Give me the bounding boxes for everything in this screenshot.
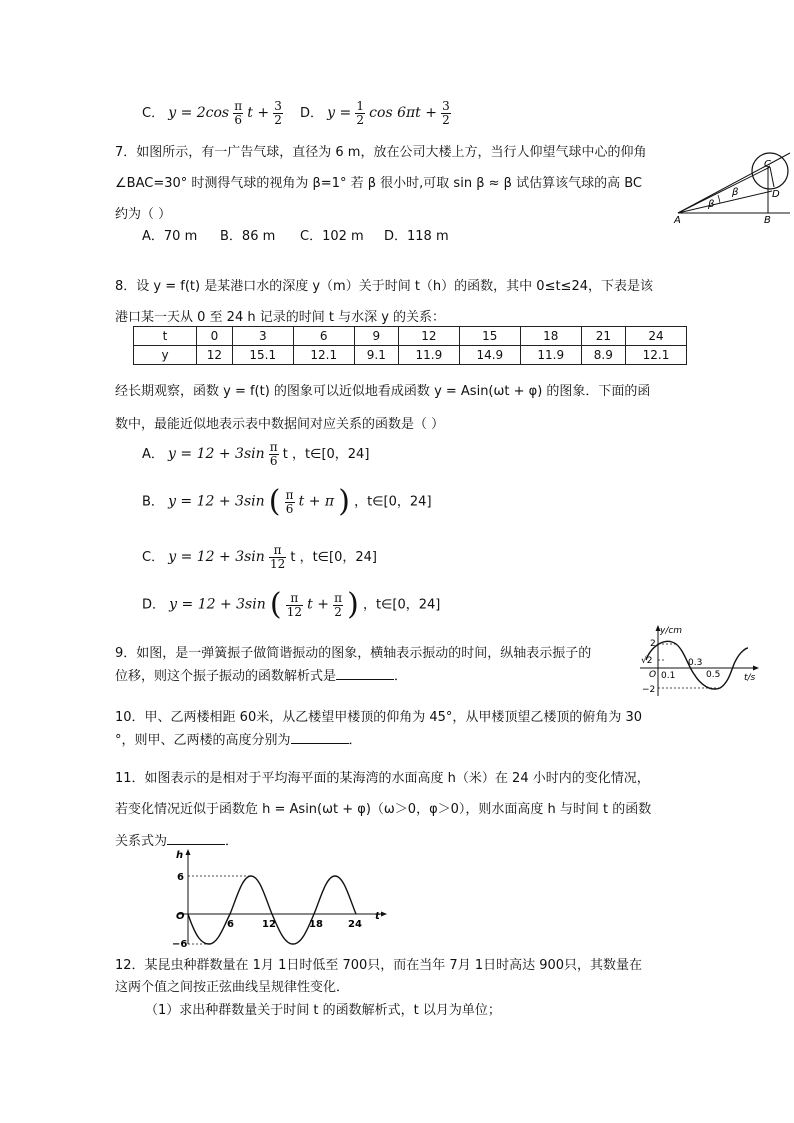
q9-line-2 xyxy=(115,665,407,684)
fraction xyxy=(273,100,283,127)
label-two: 2 xyxy=(650,639,656,649)
fraction-den: 6 xyxy=(269,454,278,468)
q12-line-2: 这两个值之间按正弦曲线呈规律性变化． xyxy=(115,980,350,995)
sight-line-center xyxy=(678,167,770,213)
q8-option-b xyxy=(142,484,432,519)
q7-option-c: C．102 m xyxy=(300,229,364,244)
fraction xyxy=(233,100,243,127)
fraction-den: 2 xyxy=(334,604,342,619)
table-cell: 6 xyxy=(293,327,354,346)
q8-line-3: 经长期观察，函数 y = f(t) 的图象可以近似地看成函数 y = Asin(ωt + φ) 的图象．下面的函 xyxy=(115,384,651,399)
fraction-den: 2 xyxy=(356,113,365,127)
formula-part: t + xyxy=(307,596,329,613)
paren-left: ( xyxy=(268,484,281,519)
formula-part: y = 12 + 3sin xyxy=(168,549,265,565)
option-label: A． xyxy=(142,447,164,462)
table-cell: 12.1 xyxy=(293,346,354,365)
table-cell: 21 xyxy=(581,327,625,346)
fraction-num: 3 xyxy=(442,99,450,113)
q7-line-3: 约为（ ） xyxy=(115,207,172,222)
label-b: B xyxy=(764,215,771,226)
q7-line-1: 7．如图所示，有一广告气球，直径为 6 m，放在公司大楼上方，当行人仰望气球中心的仰角 xyxy=(115,145,647,160)
fraction xyxy=(333,592,343,619)
table-cell: 9.1 xyxy=(354,346,398,365)
formula-part: t ，t∈[0，24] xyxy=(282,447,370,462)
q11-tide-graph xyxy=(168,846,390,950)
formula-part: y = 2cos xyxy=(168,105,230,121)
paren-right: ) xyxy=(347,587,359,622)
label-d: D xyxy=(772,189,780,200)
label-x18: 18 xyxy=(309,919,323,930)
fraction-den: 12 xyxy=(269,557,286,571)
table-cell: 0 xyxy=(197,327,233,346)
fraction-num: π xyxy=(269,440,278,454)
paren-left: ( xyxy=(269,587,282,622)
formula-part: t ，t∈[0，24] xyxy=(290,550,377,565)
fraction-den: 12 xyxy=(286,604,303,619)
q10-line-2 xyxy=(115,729,362,748)
q9-line-1: 9．如图，是一弹簧振子做简谐振动的图象，横轴表示振动的时间，纵轴表示振子的 xyxy=(115,646,592,661)
q7-option-d: D．118 m xyxy=(384,229,449,244)
fraction-num: π xyxy=(286,592,303,606)
fraction xyxy=(286,592,303,619)
label-x12: 12 xyxy=(262,919,276,930)
q11-line-3-end: ． xyxy=(225,834,239,849)
table-cell: 12.1 xyxy=(625,346,686,365)
label-y-unit: y/cm xyxy=(660,626,683,636)
fraction xyxy=(269,544,286,571)
option-label: C． xyxy=(142,550,165,565)
label-x6: 6 xyxy=(227,919,234,930)
label-t: t xyxy=(375,911,380,922)
table-cell: 9 xyxy=(354,327,398,346)
q6-option-c xyxy=(142,100,283,127)
table-row xyxy=(134,346,687,365)
tangent-lower xyxy=(678,191,772,213)
label-sqrt2: √2 xyxy=(641,656,653,666)
table-cell: t xyxy=(134,327,197,346)
q8-line-1: 8．设 y = f(t) 是某港口水的深度 y（m）关于时间 t（h）的函数，其中 0≤t≤24，下表是该 xyxy=(115,279,653,294)
q8-option-d xyxy=(142,587,441,622)
table-cell: 15.1 xyxy=(232,346,293,365)
q7-option-b: B．86 m xyxy=(220,229,276,244)
label-t05: 0.5 xyxy=(706,670,721,680)
radius-line xyxy=(770,167,774,187)
option-label: B． xyxy=(142,494,164,510)
label-t01: 0.1 xyxy=(661,671,676,681)
table-cell: 3 xyxy=(232,327,293,346)
label-x-unit: t/s xyxy=(744,673,756,683)
tide-curve xyxy=(188,876,356,944)
formula-part: ，t∈[0，24] xyxy=(354,494,432,510)
x-axis-arrow xyxy=(381,912,387,917)
q10-line-2-end: ． xyxy=(348,733,362,748)
fraction xyxy=(355,100,365,127)
q8-option-c xyxy=(142,544,377,571)
table-cell: 12 xyxy=(398,327,459,346)
table-cell: 15 xyxy=(459,327,520,346)
label-y6: 6 xyxy=(177,872,184,883)
formula-part: y = 12 + 3sin xyxy=(168,446,265,462)
q8-line-4: 数中，最能近似地表示表中数据间对应关系的函数是（ ） xyxy=(115,417,445,432)
fraction-num: π xyxy=(269,544,286,558)
angle-arc xyxy=(718,195,720,203)
q9-line-2-end: ． xyxy=(394,669,408,684)
q12-line-3: （1）求出种群数量关于时间 t 的函数解析式，t 以月为单位； xyxy=(145,1003,501,1018)
q7-line-2: ∠BAC=30° 时测得气球的视角为 β=1° 若 β 很小时,可取 sin β ≈ β 试估算该气球的高 BC xyxy=(115,176,642,191)
q11-line-2: 若变化情况近似于函数危 h = Asin(ωt + φ)（ω＞0，φ＞0），则水面高度 h 与时间 t 的函数 xyxy=(115,802,652,817)
formula-part: t + xyxy=(247,105,270,121)
answer-blank xyxy=(336,667,394,680)
fraction-num: 1 xyxy=(356,99,365,113)
answer-blank xyxy=(167,832,225,845)
label-c: C xyxy=(764,159,771,170)
label-x24: 24 xyxy=(348,919,362,930)
y-axis-arrow xyxy=(186,849,191,855)
fraction-num: 3 xyxy=(274,99,282,113)
x-axis-arrow xyxy=(753,666,759,671)
q8-line-2: 港口某一天从 0 至 24 h 记录的时间 t 与水深 y 的关系： xyxy=(115,310,446,325)
q10-line-2-text: °，则甲、乙两楼的高度分别为 xyxy=(115,733,291,748)
q6-option-d xyxy=(300,100,451,127)
table-cell: 11.9 xyxy=(520,346,581,365)
q10-line-1: 10．甲、乙两楼相距 60米，从乙楼望甲楼顶的仰角为 45°，从甲楼顶望乙楼顶的俯角为 30 xyxy=(115,710,643,725)
fraction-den: 6 xyxy=(285,501,294,516)
paren-right: ) xyxy=(338,484,350,519)
fraction xyxy=(285,489,295,516)
option-label: D． xyxy=(142,597,166,613)
fraction-den: 2 xyxy=(442,113,450,127)
fraction-num: π xyxy=(234,99,243,113)
label-h: h xyxy=(176,850,184,861)
table-cell: 12 xyxy=(197,346,233,365)
table-cell: 24 xyxy=(625,327,686,346)
q12-line-1: 12．某昆虫种群数量在 1月 1日时低至 700只，而在当年 7月 1日时高达 900只，其数量在 xyxy=(115,958,643,973)
q7-balloon-figure xyxy=(672,145,792,227)
q11-line-1: 11．如图表示的是相对于平均海平面的某海湾的水面高度 h（米）在 24 小时内的变化情况， xyxy=(115,771,650,786)
formula-part: cos 6πt + xyxy=(369,105,437,121)
q9-oscillation-graph xyxy=(636,622,760,700)
formula-part: ，t∈[0，24] xyxy=(363,597,441,613)
table-cell: 18 xyxy=(520,327,581,346)
table-cell: 14.9 xyxy=(459,346,520,365)
table-cell: 11.9 xyxy=(398,346,459,365)
formula-part: t + π xyxy=(298,493,335,510)
formula-part: y = 12 + 3sin xyxy=(169,596,266,613)
label-a: A xyxy=(674,215,681,226)
q11-line-3-text: 关系式为 xyxy=(115,834,168,849)
depth-table xyxy=(133,326,687,365)
table-row xyxy=(134,327,687,346)
formula-part: y = 12 + 3sin xyxy=(168,493,265,510)
label-origin: O xyxy=(176,911,185,922)
table-cell: y xyxy=(134,346,197,365)
label-beta-1: β xyxy=(732,187,739,198)
label-neg2: −2 xyxy=(642,685,656,695)
option-label: D． xyxy=(300,106,324,121)
fraction-num: π xyxy=(285,487,294,502)
label-origin: O xyxy=(649,670,657,680)
formula-part: y = xyxy=(327,105,352,121)
answer-blank xyxy=(291,731,349,744)
label-yneg6: −6 xyxy=(172,939,188,950)
table-cell: 8.9 xyxy=(581,346,625,365)
option-label: C． xyxy=(142,106,165,121)
fraction xyxy=(269,441,279,468)
q7-option-a: A．70 m xyxy=(142,229,198,244)
fraction xyxy=(441,100,451,127)
q9-line-2-text: 位移，则这个振子振动的函数解析式是 xyxy=(115,669,337,684)
fraction-den: 2 xyxy=(274,113,282,127)
q8-option-a xyxy=(142,441,369,468)
label-beta-2: β xyxy=(708,199,715,210)
label-t03: 0.3 xyxy=(688,658,703,668)
fraction-den: 6 xyxy=(234,113,243,127)
fraction-num: π xyxy=(334,590,342,605)
